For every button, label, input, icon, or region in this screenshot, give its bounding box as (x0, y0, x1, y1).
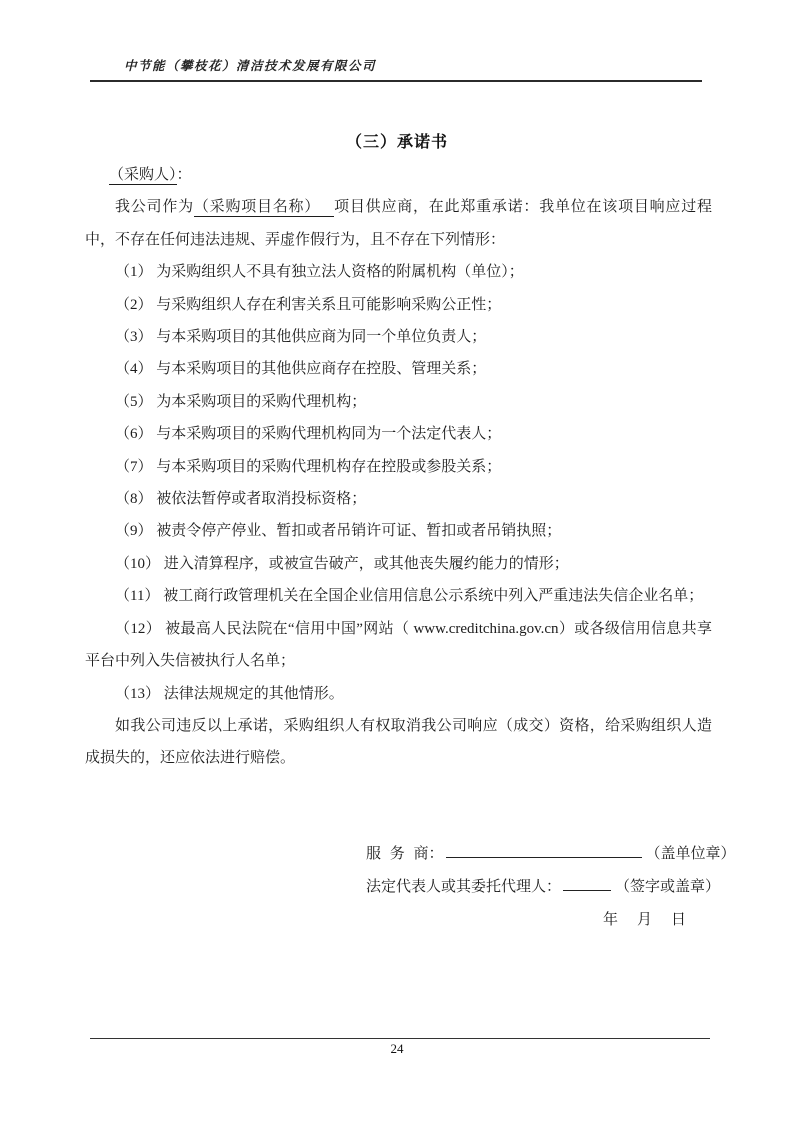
provider-seal-note: （盖单位章） (645, 846, 736, 862)
commitment-item: （11） 被工商行政管理机关在全国企业信用信息公示系统中列入严重违法失信企业名单； (115, 588, 704, 605)
company-name: 中节能（攀枝花）清洁技术发展有限公司 (124, 59, 377, 73)
provider-row (366, 838, 736, 871)
agent-signature-blank (563, 876, 611, 891)
commitment-item: （5） 为本采购项目的采购代理机构； (115, 393, 367, 410)
commitment-item: （10） 进入清算程序，或被宣告破产，或其他丧失履约能力的情形； (115, 555, 569, 572)
commitment-item: （7） 与本采购项目的采购代理机构存在控股或参股关系； (115, 458, 502, 475)
intro-post: 项目供应商，在此郑重承诺：我单位在该项目响应过程中，不存在任何违法违规、弄虚作假行为，且不存在下列情形： (85, 199, 712, 248)
closing-paragraph: 如我公司违反以上承诺，采购组织人有权取消我公司响应（成交）资格，给采购组织人造成损失的，还应依法进行赔偿。 (85, 717, 712, 767)
commitment-item: （2） 与采购组织人存在利害关系且可能影响采购公正性； (115, 296, 502, 313)
commitment-item: （13） 法律法规规定的其他情形。 (115, 685, 344, 702)
provider-signature-blank (446, 843, 642, 858)
signature-block (366, 838, 736, 937)
commitment-item: （3） 与本采购项目的其他供应商为同一个单位负责人； (115, 329, 487, 346)
addressee-blank: （采购人） (109, 167, 177, 183)
salutation-line (85, 159, 712, 191)
intro-pre: 我公司作为 (115, 199, 194, 216)
commitment-item: （9） 被责令停产停业、暂扣或者吊销许可证、暂扣或者吊销执照； (115, 523, 562, 540)
footer-rule (90, 1038, 710, 1039)
commitment-item: （6） 与本采购项目的采购代理机构同为一个法定代表人； (115, 426, 502, 443)
document-title: （三）承诺书 (345, 134, 448, 151)
agent-sign-note: （签字或盖章） (615, 879, 721, 895)
project-name-blank: （采购项目名称） (194, 199, 334, 217)
commitment-item: （4） 与本采购项目的其他供应商存在控股、管理关系； (115, 361, 487, 378)
date-line: 年 月 日 (602, 912, 688, 928)
provider-label: 服 务 商： (366, 846, 444, 862)
agent-row (366, 871, 721, 904)
page-header (90, 56, 702, 82)
salutation-colon: ： (176, 167, 192, 183)
agent-label: 法定代表人或其委托代理人： (366, 879, 562, 895)
commitment-item: （12） 被最高人民法院在“信用中国”网站（ www.creditchina.gov.cn）或各级信用信息共享平台中列入失信被执行人名单； (85, 620, 712, 670)
commitment-item: （8） 被依法暂停或者取消投标资格； (115, 491, 367, 508)
page-number: 24 (390, 1041, 404, 1056)
document-body (85, 159, 712, 775)
commitment-item: （1） 为采购组织人不具有独立法人资格的附属机构（单位）； (115, 264, 524, 281)
intro-paragraph (85, 191, 712, 256)
